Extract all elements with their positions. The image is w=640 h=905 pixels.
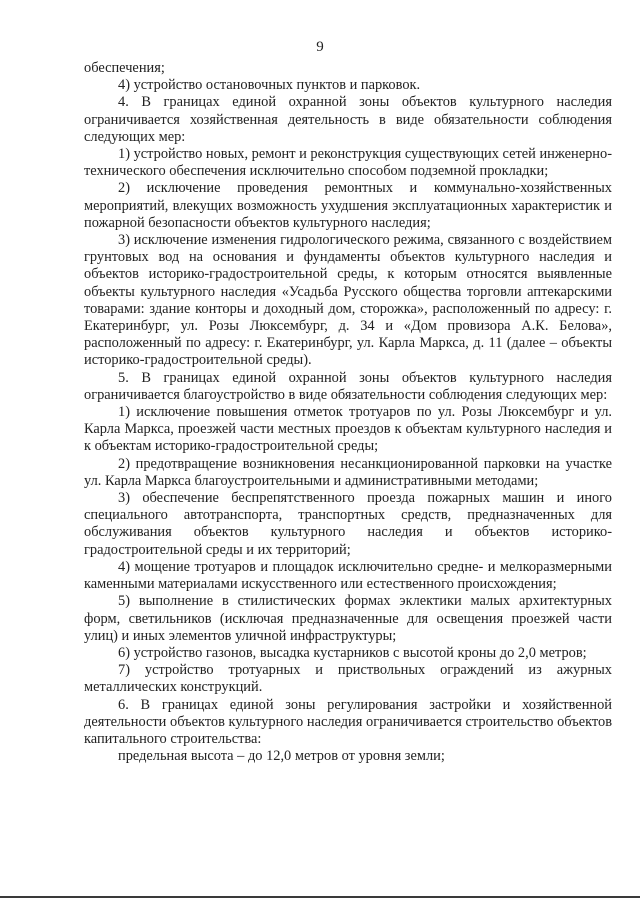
document-body bbox=[84, 60, 612, 765]
list-item-parking-prevention: 2) предотвращение возникновения несанкционированной парковки на участке ул. Карла Маркса благоустроительными и административными методами; bbox=[84, 455, 612, 489]
clause-4-economic-activity: 4. В границах единой охранной зоны объектов культурного наследия ограничивается хозяйственная деятельность в виде обязательности соблюдения следующих мер: bbox=[84, 94, 612, 145]
clause-6-construction: 6. В границах единой зоны регулирования застройки и хозяйственной деятельности объектов культурного наследия ограничивается строительство объектов капитального строительства: bbox=[84, 696, 612, 747]
list-item-underground-networks: 1) устройство новых, ремонт и реконструкция существующих сетей инженерно-технического обеспечения исключительно способом подземной прокладки; bbox=[84, 146, 612, 180]
bottom-scan-edge bbox=[0, 896, 640, 898]
clause-5-landscaping: 5. В границах единой охранной зоны объектов культурного наследия ограничивается благоустройство в виде обязательности соблюдения следующих мер: bbox=[84, 369, 612, 403]
list-item-fire-access: 3) обеспечение беспрепятственного проезда пожарных машин и иного специального автотранспорта, транспортных средств, предназначенных для обслуживания объектов культурного наследия и объектов историко-градостроительной среды и их территорий; bbox=[84, 490, 612, 558]
list-item-hydrology: 3) исключение изменения гидрологического режима, связанного с воздействием грунтовых вод на основания и фундаменты объектов культурного наследия и объектов историко-градостроительной среды, к которым относятся выявленные объекты культурного наследия «Усадьба Русского общества торговли аптекарскими товарами: здание конторы и доходный дом, сторожка», расположенный по адресу: г. Екатеринбург, ул. Розы Люксембург, д. 34 и «Дом провизора А.К. Белова», расположенный по адресу: г. Екатеринбург, ул. Карла Маркса, д. 11 (далее – объекты историко-градостроительной среды). bbox=[84, 232, 612, 369]
list-item-max-height: предельная высота – до 12,0 метров от уровня земли; bbox=[118, 748, 445, 765]
list-item-stops-parking: 4) устройство остановочных пунктов и парковок. bbox=[118, 77, 421, 94]
list-item-eclectic-style: 5) выполнение в стилистических формах эклектики малых архитектурных форм, светильников (исключая предназначенные для освещения проезжей части улиц) и иных элементов уличной инфраструктуры; bbox=[84, 593, 612, 644]
list-item-repair-works: 2) исключение проведения ремонтных и коммунально-хозяйственных мероприятий, влекущих возможность ухудшения эксплуатационных характеристик и пожарной безопасности объектов культурного наследия; bbox=[84, 180, 612, 231]
page-number: 9 bbox=[316, 39, 324, 55]
paragraph-continuation: обеспечения; bbox=[84, 60, 165, 76]
list-item-lawns: 6) устройство газонов, высадка кустарников с высотой кроны до 2,0 метров; bbox=[118, 644, 587, 661]
list-item-fences: 7) устройство тротуарных и приствольных ограждений из ажурных металлических конструкций. bbox=[84, 662, 612, 696]
list-item-paving: 4) мощение тротуаров и площадок исключительно средне- и мелкоразмерными каменными материалами искусственного или естественного происхождения; bbox=[84, 558, 612, 593]
list-item-sidewalk-levels: 1) исключение повышения отметок тротуаров по ул. Розы Люксембург и ул. Карла Маркса, проезжей части местных проездов к объектам культурного наследия и к объектам историко-градостроительной среды; bbox=[84, 404, 612, 455]
